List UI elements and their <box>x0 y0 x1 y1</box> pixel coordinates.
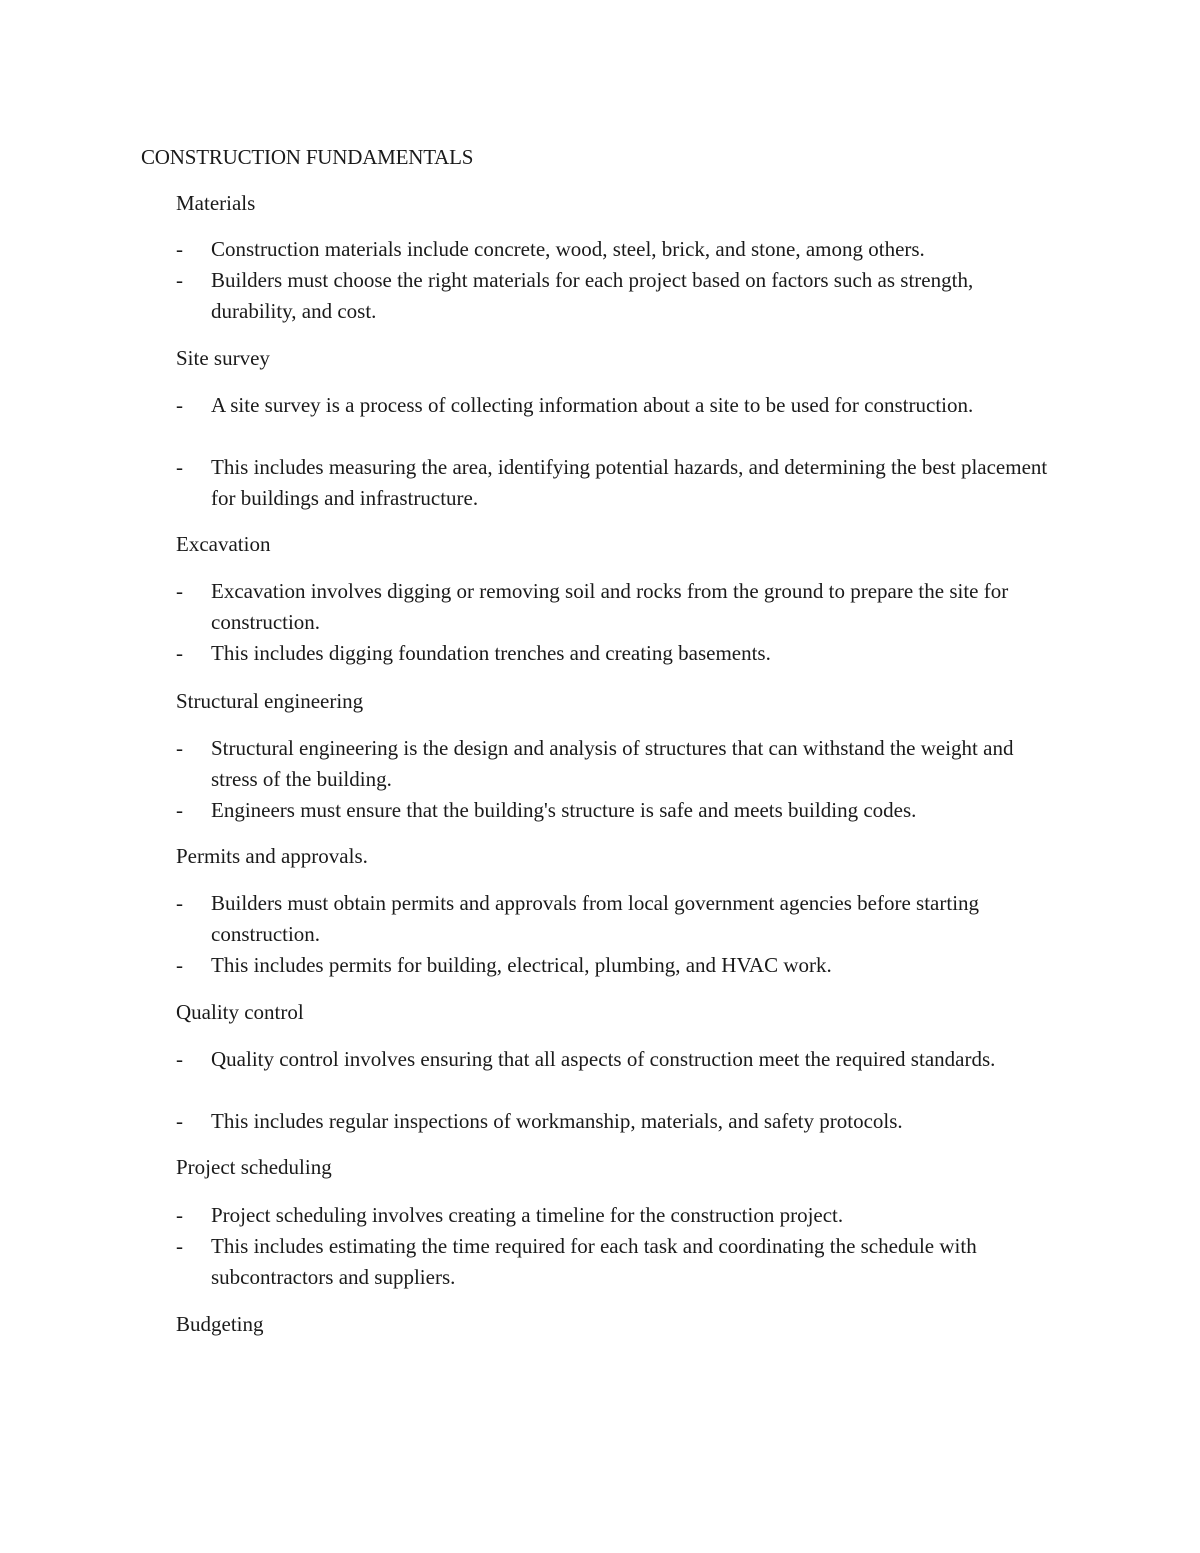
bullet-item <box>176 452 1056 514</box>
bullet-item <box>176 1106 1056 1137</box>
bullet-text: Builders must choose the right materials for each project based on factors such as strength, durability, and cost. <box>211 268 974 323</box>
bullet-dash: - <box>176 237 183 261</box>
bullet-dash: - <box>176 455 183 479</box>
bullet-dash: - <box>176 1234 183 1258</box>
bullet-item <box>176 265 1056 327</box>
bullet-item <box>176 1231 1056 1293</box>
bullet-item <box>176 733 1056 795</box>
bullet-text: Structural engineering is the design and analysis of structures that can withstand the weight and stress of the building. <box>211 736 1014 791</box>
bullet-dash: - <box>176 1203 183 1227</box>
section-heading-permits: Permits and approvals. <box>176 844 368 868</box>
bullet-dash: - <box>176 953 183 977</box>
bullet-text: A site survey is a process of collecting information about a site to be used for construction. <box>211 393 974 417</box>
bullet-text: This includes measuring the area, identifying potential hazards, and determining the best placement for buildings and infrastructure. <box>211 455 1048 510</box>
bullet-dash: - <box>176 641 183 665</box>
section-heading-materials: Materials <box>176 191 256 215</box>
bullet-dash: - <box>176 393 183 417</box>
bullet-dash: - <box>176 1109 183 1133</box>
bullet-text: Quality control involves ensuring that all aspects of construction meet the required standards. <box>211 1047 996 1071</box>
bullet-dash: - <box>176 268 183 292</box>
bullet-item <box>176 576 1056 638</box>
bullet-item <box>176 888 1056 950</box>
bullet-text: This includes permits for building, electrical, plumbing, and HVAC work. <box>211 953 832 977</box>
section-heading-quality-control: Quality control <box>176 1000 304 1024</box>
bullet-item <box>176 950 1056 981</box>
bullet-text: This includes digging foundation trenches and creating basements. <box>211 641 771 665</box>
bullet-text: Project scheduling involves creating a timeline for the construction project. <box>211 1203 844 1227</box>
bullet-dash: - <box>176 798 183 822</box>
bullet-item <box>176 638 1056 669</box>
bullet-dash: - <box>176 579 183 603</box>
bullet-text: Engineers must ensure that the building's structure is safe and meets building codes. <box>211 798 917 822</box>
bullet-text: Builders must obtain permits and approvals from local government agencies before starting construction. <box>211 891 980 946</box>
section-heading-site-survey: Site survey <box>176 346 270 370</box>
bullet-item <box>176 795 1056 826</box>
bullet-text: This includes estimating the time required for each task and coordinating the schedule with subcontractors and suppliers. <box>211 1234 977 1289</box>
document-title: CONSTRUCTION FUNDAMENTALS <box>141 145 474 169</box>
bullet-item <box>176 1044 1056 1075</box>
bullet-text: This includes regular inspections of workmanship, materials, and safety protocols. <box>211 1109 903 1133</box>
section-heading-excavation: Excavation <box>176 532 271 556</box>
section-heading-project-scheduling: Project scheduling <box>176 1155 332 1179</box>
section-heading-structural-engineering: Structural engineering <box>176 689 364 713</box>
section-heading-budgeting: Budgeting <box>176 1312 264 1336</box>
bullet-text: Construction materials include concrete, wood, steel, brick, and stone, among others. <box>211 237 925 261</box>
bullet-item <box>176 390 1056 421</box>
bullet-dash: - <box>176 891 183 915</box>
bullet-text: Excavation involves digging or removing soil and rocks from the ground to prepare the site for construction. <box>211 579 1009 634</box>
bullet-item <box>176 1200 1056 1231</box>
bullet-dash: - <box>176 1047 183 1071</box>
bullet-item <box>176 234 1056 265</box>
bullet-dash: - <box>176 736 183 760</box>
